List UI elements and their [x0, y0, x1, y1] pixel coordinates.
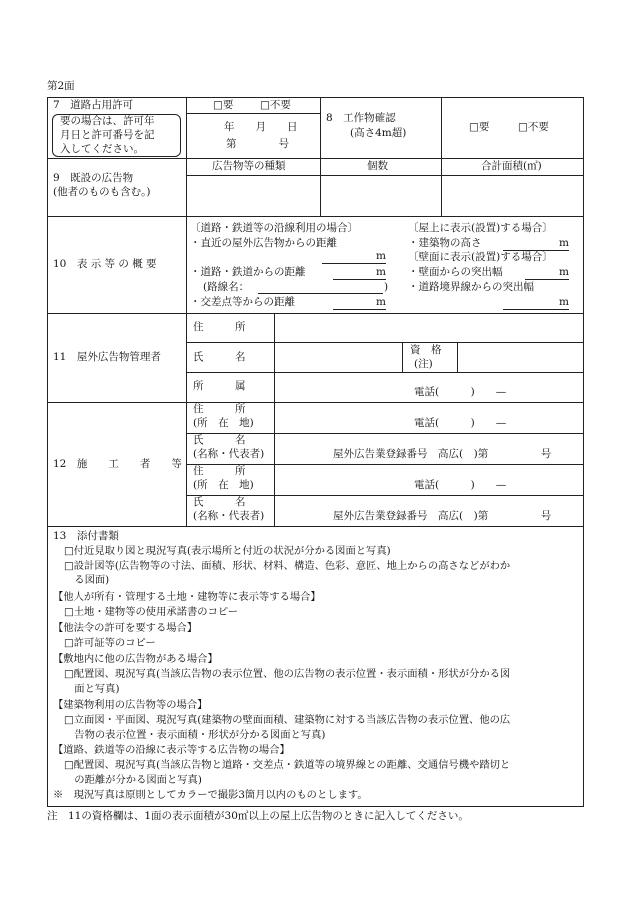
s10-right-item1-unit: m — [503, 237, 569, 251]
s13-line: の距離が分かる図面と写真) — [64, 774, 202, 786]
s10-left-item1-unit: m — [322, 250, 386, 264]
s12-address2-b: (所 在 地) — [193, 479, 254, 491]
s13-line: □立面図・平面図、現況写真(建築物の壁面面積、建築物に対する当該広告物の表示位置、他の広 — [64, 714, 511, 726]
s13-line: □付近見取り図と現況写真(表示場所と付近の状況が分かる図面と写真) — [64, 545, 391, 557]
footnote: 注 11の資格欄は、1面の表示面積が30㎡以上の屋上広告物のときに記入してください。 — [47, 810, 469, 822]
s11-title: 11 屋外広告物管理者 — [53, 351, 161, 363]
s11-qualification-note: (注) — [414, 358, 433, 370]
s13-line: □土地・建物等の使用承諾書のコピー — [64, 606, 239, 618]
s11-affiliation-label: 所 属 — [193, 380, 246, 392]
s13-line: 【敷地内に他の広告物がある場合】 — [53, 653, 218, 665]
s10-left-item2: ・道路・鉄道からの距離 — [190, 266, 306, 278]
s8-title: 8 工作物確認 — [326, 112, 396, 124]
s10-right-heading1: 〔屋上に表示(設置)する場合〕 — [408, 222, 553, 234]
s10-left-route: (路線名： — [203, 281, 250, 293]
s10-right-item2: ・壁面からの突出幅 — [408, 266, 503, 278]
s10-title: 10 表 示 等 の 概 要 — [53, 258, 157, 270]
page-label: 第2面 — [47, 80, 75, 92]
s11-phone: 電話( ) — — [414, 386, 507, 398]
s7-number: 第 号 — [226, 138, 289, 150]
s10-left-item2-unit: m — [333, 266, 386, 280]
s7-note: 要の場合は、許可年 月日と許可番号を記 入してください。 — [60, 115, 155, 155]
s9-sub: (他者のものも含む。) — [53, 186, 151, 198]
s12-registration2: 屋外広告業登録番号 高広( )第 号 — [333, 510, 552, 522]
s12-address2-a: 住 所 — [193, 465, 246, 477]
s13-line: □設計図等(広告物等の寸法、面積、形状、材料、構造、色彩、意匠、地上からの高さなどがわか — [64, 560, 511, 572]
s10-left-item1: ・直近の屋外広告物からの距離 — [190, 237, 337, 249]
s7-choice-no[interactable]: □不要 — [260, 99, 291, 111]
s8-choice-no[interactable]: □不要 — [518, 121, 549, 133]
s10-right-heading2: 〔壁面に表示(設置)する場合〕 — [408, 251, 553, 263]
s8-choice-yes[interactable]: □要 — [469, 121, 490, 133]
s7-choice-yes[interactable]: □要 — [213, 99, 234, 111]
s11-qualification-label: 資 格 — [410, 344, 442, 356]
s12-address1-a: 住 所 — [193, 403, 246, 415]
s12-title: 12 施 工 者 等 — [53, 458, 182, 470]
s13-line: 【他人が所有・管理する土地・建物等に表示等する場合】 — [53, 591, 321, 603]
s10-right-item3: ・道路境界線からの突出幅 — [408, 281, 534, 293]
s9-col-area: 合計面積(㎡) — [481, 160, 542, 172]
s13-line: 面と写真) — [64, 683, 120, 695]
s10-right-item3-unit: m — [503, 296, 569, 310]
s7-title: 7 道路占用許可 — [53, 99, 134, 111]
s12-registration1: 屋外広告業登録番号 高広( )第 号 — [333, 448, 552, 460]
s12-phone1: 電話( ) — — [414, 417, 507, 429]
s10-left-heading: 〔道路・鉄道等の沿線利用の場合〕 — [190, 222, 358, 234]
s10-left-item3-unit: m — [333, 296, 386, 310]
s12-name2-b: (名称・代表者) — [193, 510, 265, 522]
s12-address1-b: (所 在 地) — [193, 417, 254, 429]
s10-left-route-close: ) — [384, 281, 389, 293]
s13-line: 【建築物利用の広告物等の場合】 — [53, 699, 208, 711]
s13-line: □配置図、現況写真(当該広告物と道路・交差点・鉄道等の境界線との距離、交通信号機や踏切と — [64, 759, 511, 771]
s12-name1-b: (名称・代表者) — [193, 448, 265, 460]
s9-title: 9 既設の広告物 — [53, 172, 134, 184]
s12-name2-a: 氏 名 — [193, 496, 246, 508]
s13-line: 【道路、鉄道等の沿線に表示等する広告物の場合】 — [53, 744, 290, 756]
s13-line: □配置図、現況写真(当該広告物の表示位置、他の広告物の表示位置・表示面積・形状が分かる図 — [64, 668, 511, 680]
s13-line: る図面) — [64, 574, 110, 586]
s9-col-type: 広告物等の種類 — [212, 160, 286, 172]
s10-right-item2-unit: m — [525, 266, 569, 280]
s10-left-item3: ・交差点等からの距離 — [190, 296, 295, 308]
s11-name-label: 氏 名 — [193, 351, 246, 363]
s7-date: 年 月 日 — [224, 121, 298, 133]
s9-col-count: 個数 — [367, 160, 388, 172]
s10-route-line[interactable] — [258, 292, 383, 294]
s12-phone2: 電話( ) — — [414, 479, 507, 491]
s13-title: 13 添付書類 — [53, 530, 119, 542]
s13-line: ※ 現況写真は原則としてカラーで撮影3箇月以内のものとします。 — [53, 789, 368, 801]
s13-line: □許可証等のコピー — [64, 637, 156, 649]
s8-sub: (高さ4m超) — [350, 127, 407, 139]
s11-address-label: 住 所 — [193, 321, 246, 333]
s13-line: 告物の表示位置・表示面積・形状が分かる図面と写真) — [64, 729, 326, 741]
s13-line: 【他法令の許可を要する場合】 — [53, 622, 198, 634]
s10-right-item1: ・建築物の高さ — [408, 237, 482, 249]
s12-name1-a: 氏 名 — [193, 434, 246, 446]
